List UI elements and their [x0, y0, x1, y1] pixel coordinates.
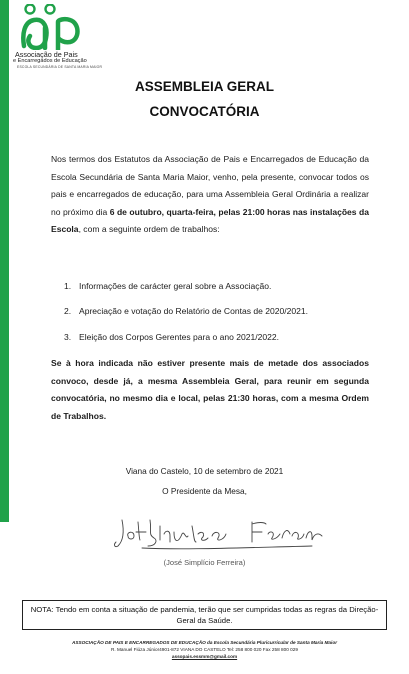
- handwritten-signature: [112, 512, 327, 552]
- agenda-item-text: Eleição dos Corpos Gerentes para o ano 2021/2022.: [79, 332, 280, 342]
- logo-line-1: Associação de Pais: [15, 50, 78, 59]
- agenda-item-text: Apreciação e votação do Relatório de Contas de 2020/2021.: [79, 306, 309, 316]
- agenda-item-number: 2.: [64, 306, 72, 316]
- paragraph-text-part-1: Nos termos dos Estatutos da Associação de Pais e Encarregados de Educação da Escola Secundária de Santa Maria Maior, venho, pela presente, convocar todos os pais e encarregados de educação, para uma Assembleia Geral Ordinária a realizar no próximo dia: [51, 154, 369, 217]
- footer-address: R. Manuel Fiúza Júnior4901-872 VIANA DO CASTELO Tel: 258 800 020 Fax 258 800 029: [110, 647, 298, 652]
- pandemic-note-box: NOTA: Tendo em conta a situação de pandemia, terão que ser cumpridas todas as regras da Direção-Geral da Saúde.: [22, 600, 387, 630]
- president-label: O Presidente da Mesa,: [162, 486, 247, 496]
- document-subtitle: CONVOCATÓRIA: [149, 104, 260, 119]
- meeting-date-bold: 6 de outubro, quarta-feira, pelas 21:00 horas nas instalações da Escola: [51, 206, 369, 235]
- paragraph-text-part-2: , com a seguinte ordem de trabalhos:: [78, 224, 220, 235]
- footer-association-name: ASSOCIAÇÃO DE PAIS E ENCARREGADOS DE EDUCAÇÃO da Escola Secundária Pluricurricular de Santa Maria Maior: [71, 640, 338, 645]
- agenda-item: [64, 281, 271, 291]
- agenda-item-number: 3.: [64, 332, 72, 342]
- document-date: Viana do Castelo, 10 de setembro de 2021: [125, 466, 284, 476]
- agenda-item: [64, 332, 279, 342]
- association-logo: [10, 4, 103, 74]
- ap-logo-icon: [20, 4, 84, 50]
- convocation-paragraph: [51, 151, 369, 239]
- document-title: ASSEMBLEIA GERAL: [134, 79, 274, 94]
- logo-line-2: e Encarregados de Educação: [13, 58, 87, 64]
- signer-name: (José Simplício Ferreira): [163, 558, 246, 567]
- footer-email-link[interactable]: assopais.essmm@gmail.com: [171, 654, 238, 659]
- agenda-item-number: 1.: [64, 281, 72, 291]
- agenda-item: [64, 306, 308, 316]
- second-convocation-paragraph: Se à hora indicada não estiver presente mais de metade dos associados convoco, desde já, a mesma Assembleia Geral, para reunir em segunda convocatória, no mesmo dia e local, pelas 21:30 horas, com a mesma Ordem de Trabalhos.: [51, 358, 369, 421]
- logo-line-3: ESCOLA SECUNDÁRIA DE SANTA MARIA MAIOR: [17, 65, 103, 69]
- agenda-item-text: Informações de carácter geral sobre a Associação.: [79, 281, 272, 291]
